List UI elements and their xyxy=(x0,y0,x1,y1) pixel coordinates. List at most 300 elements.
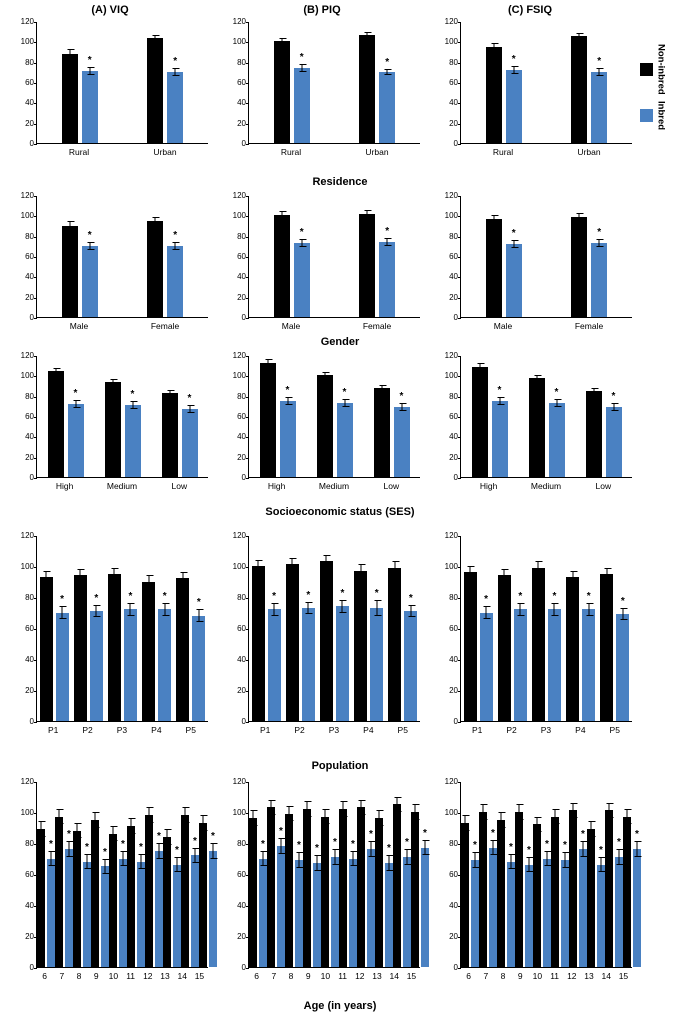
bar-group xyxy=(529,356,565,477)
y-tick-label: 100 xyxy=(232,808,246,817)
error-bar xyxy=(89,67,90,75)
bar-non-inbred xyxy=(303,809,311,967)
x-tick-label: Rural xyxy=(280,147,302,157)
bar-non-inbred xyxy=(497,820,505,967)
significance-marker: * xyxy=(369,829,373,841)
y-tick-label: 120 xyxy=(232,777,246,786)
bar-group-container xyxy=(37,196,208,317)
significance-marker: * xyxy=(130,388,135,400)
y-tick-label: 0 xyxy=(453,313,458,322)
bar-group xyxy=(551,782,569,967)
bar-non-inbred xyxy=(147,38,163,143)
y-tick-label: 40 xyxy=(449,98,458,108)
bar-non-inbred xyxy=(320,561,333,721)
bar-group xyxy=(142,536,171,721)
y-tick-label: 100 xyxy=(444,211,458,221)
x-tick-label: Medium xyxy=(106,481,138,491)
y-tick-label: 120 xyxy=(232,17,246,26)
bar-non-inbred xyxy=(479,812,487,967)
bar-inbred xyxy=(173,844,181,967)
error-bar xyxy=(415,804,416,820)
y-tick-label: 120 xyxy=(20,351,34,360)
significance-marker: * xyxy=(374,588,379,600)
bar-group xyxy=(109,782,127,967)
x-tick-label: P5 xyxy=(185,725,196,735)
bar-group xyxy=(176,536,205,721)
significance-marker: * xyxy=(67,829,71,841)
bar-non-inbred xyxy=(464,572,477,721)
y-tick-label: 60 xyxy=(237,78,246,87)
bar-group xyxy=(55,782,73,967)
y-tick-label: 120 xyxy=(232,191,246,200)
y-tick-label: 60 xyxy=(237,870,246,879)
bar-inbred xyxy=(47,838,55,968)
bar-inbred xyxy=(506,53,522,143)
error-bar xyxy=(203,815,204,831)
y-tick-label: 60 xyxy=(449,624,458,633)
bar-non-inbred xyxy=(145,815,153,967)
bar-group xyxy=(571,196,607,317)
significance-marker: * xyxy=(408,592,413,604)
y-tick-label: 100 xyxy=(232,211,246,221)
y-tick-label: 100 xyxy=(444,371,458,381)
error-bar xyxy=(287,397,288,405)
bar-group-container xyxy=(249,196,420,317)
bar-inbred xyxy=(124,591,137,721)
y-tick-label: 20 xyxy=(449,686,458,695)
x-tick-label: 10 xyxy=(320,971,331,981)
bar-inbred xyxy=(525,844,533,967)
x-tick-label: 14 xyxy=(389,971,399,981)
error-bar xyxy=(55,368,56,374)
y-tick-label: 20 xyxy=(237,452,246,462)
y-tick-label: 0 xyxy=(241,717,246,726)
significance-marker: * xyxy=(94,592,99,604)
bar-inbred xyxy=(337,386,353,477)
x-tick-label: 12 xyxy=(567,971,577,981)
error-bar xyxy=(519,804,520,820)
x-tick-label: P3 xyxy=(328,725,340,735)
x-tick-label: Female xyxy=(574,321,604,331)
significance-marker: * xyxy=(635,829,639,841)
error-bar xyxy=(258,560,259,572)
error-bar xyxy=(326,555,327,567)
x-tick-label: 12 xyxy=(355,971,365,981)
error-bar xyxy=(112,379,113,385)
y-tick-label: 20 xyxy=(237,932,246,941)
x-tick-label: Urban xyxy=(577,147,601,157)
bar-group xyxy=(321,782,339,967)
error-bar xyxy=(123,851,124,867)
error-bar xyxy=(556,399,557,407)
y-tick-label: 40 xyxy=(25,655,34,664)
error-bar xyxy=(167,829,168,845)
bar-inbred xyxy=(119,838,127,968)
bar-inbred xyxy=(209,831,217,967)
bar-group xyxy=(533,782,551,967)
y-tick-label: 0 xyxy=(241,139,246,148)
bar-inbred xyxy=(582,591,595,721)
bar-non-inbred xyxy=(91,820,99,967)
error-bar xyxy=(317,855,318,871)
bar-inbred xyxy=(90,592,103,721)
chart-cfsiq-population xyxy=(434,531,632,740)
significance-marker: * xyxy=(484,594,489,606)
significance-marker: * xyxy=(405,837,409,849)
x-axis-labels xyxy=(36,725,208,735)
significance-marker: * xyxy=(173,55,178,67)
bar-inbred xyxy=(182,392,198,477)
error-bar xyxy=(493,43,494,51)
significance-marker: * xyxy=(552,591,557,603)
error-bar xyxy=(155,35,156,41)
error-bar xyxy=(401,403,402,411)
x-axis-labels xyxy=(248,481,420,491)
plot-area xyxy=(232,777,427,972)
bar-group xyxy=(274,22,310,143)
error-bar xyxy=(41,821,42,837)
significance-marker: * xyxy=(509,841,513,853)
error-bar xyxy=(131,818,132,834)
bar-group xyxy=(571,22,607,143)
y-tick-label: 40 xyxy=(237,272,246,282)
significance-marker: * xyxy=(342,386,347,398)
y-tick-label: 100 xyxy=(20,211,34,221)
error-bar xyxy=(185,807,186,823)
error-bar xyxy=(75,400,76,408)
error-bar xyxy=(470,566,471,578)
bar-inbred xyxy=(385,843,393,967)
error-bar xyxy=(622,608,623,620)
x-tick-label: P5 xyxy=(397,725,408,735)
significance-marker: * xyxy=(103,846,107,858)
bar-inbred xyxy=(514,591,527,721)
bar-group xyxy=(252,536,281,721)
bar-inbred xyxy=(543,838,551,968)
error-bar xyxy=(80,569,81,581)
y-tick-label: 80 xyxy=(449,231,458,241)
significance-marker: * xyxy=(49,838,53,850)
x-tick-label: P3 xyxy=(540,725,552,735)
y-tick-label: 100 xyxy=(20,37,34,47)
bar-group xyxy=(303,782,321,967)
error-bar xyxy=(89,242,90,250)
axis-title-ses: Socioeconomic status (SES) xyxy=(265,506,415,518)
bar-non-inbred xyxy=(321,817,329,967)
y-tick xyxy=(34,144,37,145)
legend-swatch-non-inbred xyxy=(640,63,653,76)
bar-non-inbred xyxy=(162,393,178,477)
x-axis-labels xyxy=(248,147,420,157)
bar-non-inbred xyxy=(62,54,78,143)
x-tick-label: 10 xyxy=(108,971,119,981)
y-tick-label: 40 xyxy=(449,655,458,664)
y-tick xyxy=(246,722,249,723)
error-bar xyxy=(513,66,514,74)
bar-group xyxy=(461,782,479,967)
bar-inbred xyxy=(68,387,84,477)
error-bar xyxy=(164,603,165,615)
error-bar xyxy=(537,817,538,833)
significance-marker: * xyxy=(351,838,355,850)
bar-group xyxy=(498,536,527,721)
y-tick-label: 80 xyxy=(25,231,34,241)
bar-inbred xyxy=(379,225,395,317)
bar-group-container xyxy=(249,536,420,721)
error-bar xyxy=(195,848,196,864)
error-bar xyxy=(637,841,638,857)
significance-marker: * xyxy=(340,588,345,600)
significance-marker: * xyxy=(87,54,92,66)
x-tick-label: P4 xyxy=(151,725,162,735)
bar-non-inbred xyxy=(486,219,502,317)
x-axis-labels xyxy=(460,321,632,331)
x-tick-label: Female xyxy=(362,321,392,331)
bar-non-inbred xyxy=(374,388,390,477)
significance-marker: * xyxy=(423,827,427,839)
bar-group xyxy=(260,356,296,477)
error-bar xyxy=(381,385,382,391)
bar-non-inbred xyxy=(48,371,64,477)
significance-marker: * xyxy=(497,384,502,396)
bar-non-inbred xyxy=(267,807,275,967)
error-bar xyxy=(114,568,115,580)
y-tick xyxy=(458,968,461,969)
error-bar xyxy=(371,841,372,857)
y-tick-label: 40 xyxy=(25,901,34,910)
bar-inbred xyxy=(507,841,515,967)
error-bar xyxy=(547,851,548,867)
error-bar xyxy=(263,851,264,867)
bar-inbred xyxy=(295,840,303,967)
error-bar xyxy=(281,38,282,44)
chart-bpiq-population xyxy=(222,531,420,740)
bar-group xyxy=(566,536,595,721)
bar-group xyxy=(393,782,411,967)
error-bar xyxy=(613,403,614,411)
x-tick-label: 11 xyxy=(126,971,136,981)
error-bar xyxy=(493,215,494,223)
error-bar xyxy=(479,363,480,371)
bar-non-inbred xyxy=(551,817,559,967)
bar-non-inbred xyxy=(566,577,579,721)
plot-area xyxy=(232,351,420,482)
y-tick-label: 0 xyxy=(29,313,34,322)
y-tick-label: 40 xyxy=(25,432,34,442)
y-tick-label: 120 xyxy=(444,777,458,786)
significance-marker: * xyxy=(128,591,133,603)
bar-non-inbred xyxy=(498,575,511,721)
y-tick-label: 80 xyxy=(449,57,458,67)
bar-group xyxy=(600,536,629,721)
y-tick-label: 40 xyxy=(237,655,246,664)
bar-non-inbred xyxy=(252,566,265,721)
bar-non-inbred xyxy=(37,829,45,967)
bar-inbred xyxy=(331,837,339,967)
chart-aviq-ses xyxy=(10,351,208,496)
bar-non-inbred xyxy=(529,378,545,477)
bar-group-container xyxy=(461,356,632,477)
significance-marker: * xyxy=(581,829,585,841)
bar-group xyxy=(91,782,109,967)
bar-group xyxy=(587,782,605,967)
error-bar xyxy=(281,211,282,219)
x-axis-labels xyxy=(248,725,420,735)
error-bar xyxy=(501,812,502,828)
x-tick-label: Urban xyxy=(365,147,389,157)
significance-marker: * xyxy=(315,843,319,855)
y-tick xyxy=(34,318,37,319)
error-bar xyxy=(344,399,345,407)
significance-marker: * xyxy=(157,831,161,842)
plot-area xyxy=(232,531,420,726)
bar-group xyxy=(354,536,383,721)
error-bar xyxy=(360,564,361,576)
bar-inbred xyxy=(633,829,641,967)
legend-label-non-inbred: Non-inbred xyxy=(655,44,667,95)
chart-bpiq-residence xyxy=(222,17,420,162)
y-tick-label: 60 xyxy=(25,78,34,87)
bar-inbred xyxy=(379,56,395,143)
bar-group xyxy=(359,196,395,317)
bar-inbred xyxy=(82,229,98,317)
y-tick-label: 0 xyxy=(29,139,34,148)
error-bar xyxy=(198,609,199,621)
y-tick-label: 120 xyxy=(444,17,458,26)
y-tick-label: 0 xyxy=(453,963,458,972)
x-tick-label: Low xyxy=(171,481,188,491)
bar-non-inbred xyxy=(274,41,290,143)
y-tick-label: 100 xyxy=(444,808,458,817)
error-bar xyxy=(141,854,142,870)
bar-non-inbred xyxy=(393,804,401,967)
error-bar xyxy=(588,603,589,615)
error-bar xyxy=(504,569,505,581)
y-tick-label: 40 xyxy=(449,432,458,442)
bar-non-inbred xyxy=(515,812,523,967)
bar-non-inbred xyxy=(623,817,631,967)
bar-group xyxy=(411,782,429,967)
bar-group xyxy=(359,22,395,143)
y-tick-label: 100 xyxy=(20,808,34,817)
error-bar xyxy=(619,849,620,865)
bar-inbred xyxy=(616,595,629,721)
significance-marker: * xyxy=(554,386,559,398)
axis-title-age: Age (in years) xyxy=(303,1000,377,1012)
y-tick-label: 0 xyxy=(29,473,34,482)
significance-marker: * xyxy=(285,384,290,396)
y-tick-label: 120 xyxy=(20,17,34,26)
bar-inbred xyxy=(302,589,315,721)
error-bar xyxy=(493,840,494,856)
bar-non-inbred xyxy=(388,568,401,721)
y-tick-label: 0 xyxy=(29,717,34,726)
x-tick-label: Male xyxy=(281,321,301,331)
bar-group xyxy=(249,782,267,967)
y-tick-label: 60 xyxy=(25,412,34,421)
bar-inbred xyxy=(367,829,375,967)
error-bar xyxy=(367,32,368,38)
significance-marker: * xyxy=(299,51,304,63)
bar-group xyxy=(37,782,55,967)
bar-inbred xyxy=(313,843,321,967)
error-bar xyxy=(301,64,302,72)
bar-inbred xyxy=(606,390,622,477)
chart-aviq-gender xyxy=(10,191,208,336)
bar-non-inbred xyxy=(605,810,613,967)
significance-marker: * xyxy=(279,826,283,838)
x-tick-label: Urban xyxy=(153,147,177,157)
axis-title-gender: Gender xyxy=(320,336,360,348)
significance-marker: * xyxy=(87,229,92,241)
bar-inbred xyxy=(394,390,410,477)
bar-group xyxy=(48,356,84,477)
error-bar xyxy=(606,568,607,580)
significance-marker: * xyxy=(518,591,523,603)
y-tick-label: 40 xyxy=(237,98,246,108)
y-tick xyxy=(246,318,249,319)
column-title-piq: (B) PIQ xyxy=(303,4,341,16)
bar-group xyxy=(586,356,622,477)
column-title-fsiq: (C) FSIQ xyxy=(508,4,552,16)
significance-marker: * xyxy=(599,844,603,856)
significance-marker: * xyxy=(385,56,390,68)
bar-inbred xyxy=(83,841,91,967)
bar-non-inbred xyxy=(62,226,78,318)
error-bar xyxy=(335,849,336,865)
plot-area xyxy=(232,191,420,322)
x-tick-label: 9 xyxy=(517,971,523,981)
error-bar xyxy=(579,213,580,221)
error-bar xyxy=(189,405,190,413)
y-tick-label: 0 xyxy=(241,313,246,322)
y-tick-label: 120 xyxy=(444,531,458,540)
bar-inbred xyxy=(259,838,267,968)
significance-marker: * xyxy=(73,387,78,399)
y-tick-label: 120 xyxy=(20,777,34,786)
bar-group xyxy=(74,536,103,721)
bar-non-inbred xyxy=(571,36,587,143)
y-tick-label: 60 xyxy=(449,78,458,87)
significance-marker: * xyxy=(597,226,602,238)
bar-group xyxy=(374,356,410,477)
bar-inbred xyxy=(82,54,98,143)
y-tick-label: 20 xyxy=(237,686,246,695)
bar-group xyxy=(62,196,98,317)
x-tick-label: 15 xyxy=(194,971,205,981)
x-tick-label: 7 xyxy=(271,971,277,981)
legend xyxy=(640,44,676,136)
plot-area xyxy=(232,17,420,148)
significance-marker: * xyxy=(511,227,516,239)
bar-non-inbred xyxy=(486,47,502,143)
y-tick-label: 60 xyxy=(237,624,246,633)
bar-non-inbred xyxy=(569,810,577,967)
x-axis-labels xyxy=(36,147,208,157)
y-tick-label: 120 xyxy=(444,351,458,360)
bar-non-inbred xyxy=(163,837,171,967)
y-tick xyxy=(246,478,249,479)
bar-non-inbred xyxy=(286,564,299,721)
y-tick-label: 60 xyxy=(25,624,34,633)
y-tick-label: 40 xyxy=(237,901,246,910)
significance-marker: * xyxy=(620,595,625,607)
error-bar xyxy=(572,571,573,583)
x-tick-label: 8 xyxy=(76,971,82,981)
bar-group-container xyxy=(461,22,632,143)
bar-inbred xyxy=(591,55,607,143)
bar-inbred xyxy=(280,384,296,477)
